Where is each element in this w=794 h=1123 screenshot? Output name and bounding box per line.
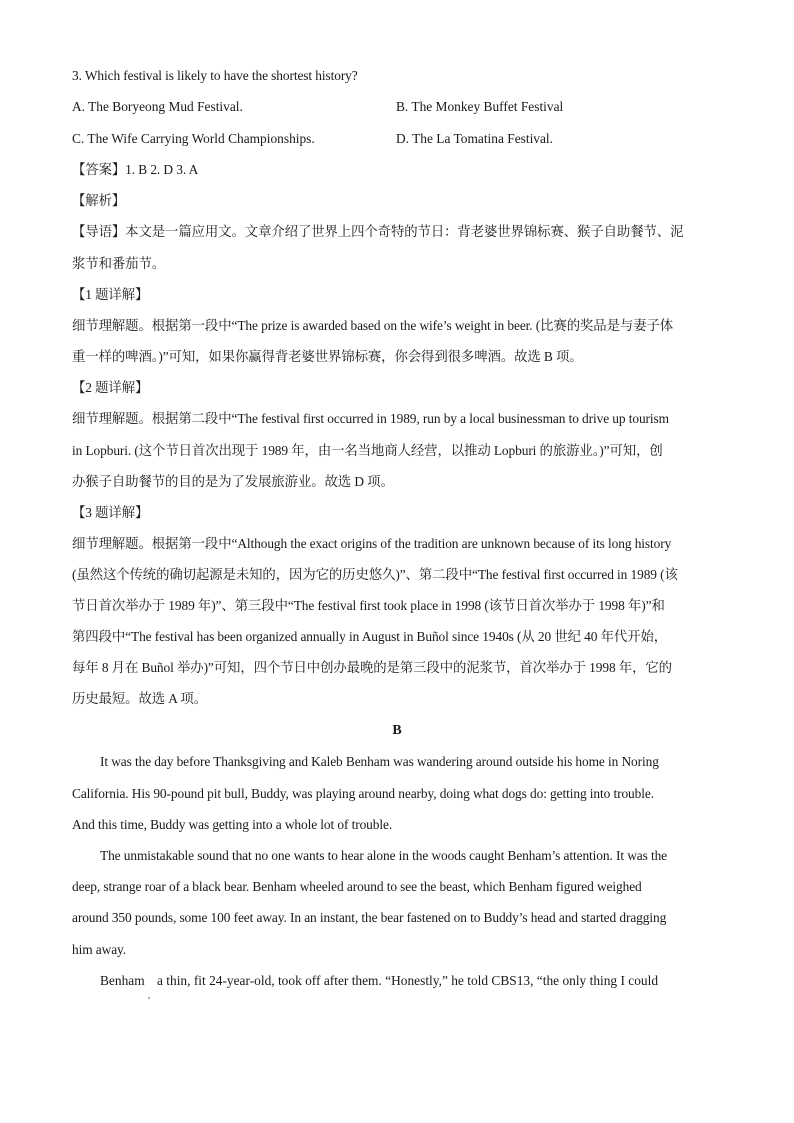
passage-p1-line-2: California. His 90-pound pit bull, Buddy, was playing around nearby, doing what dogs do: getting into trouble.	[72, 786, 654, 801]
section-b-title: B	[392, 723, 402, 738]
option-c: C. The Wife Carrying World Championships.	[72, 131, 315, 146]
passage-p2-line-3: around 350 pounds, some 100 feet away. In an instant, the bear fastened on to Buddy’s head and started dragging	[72, 910, 667, 925]
guide-line-2: 浆节和番茄节。	[72, 256, 166, 271]
q3-heading: 【3 题详解】	[72, 505, 149, 520]
stray-comma-mark: ,	[148, 990, 151, 1000]
q3-line-5: 每年 8 月在 Buñol 举办)”可知，四个节日中创办最晚的是第三段中的泥浆节，首次举办于 1998 年，它的	[72, 660, 672, 675]
q3-line-3: 节日首次举办于 1989 年)”、第三段中“The festival first took place in 1998 (该节日首次举办于 1998 年)”和	[72, 598, 665, 613]
option-b: B. The Monkey Buffet Festival	[396, 99, 564, 114]
option-a: A. The Boryeong Mud Festival.	[72, 99, 243, 114]
guide-line-1: 【导语】本文是一篇应用文。文章介绍了世界上四个奇特的节日：背老婆世界锦标赛、猴子自助餐节、泥	[72, 224, 684, 239]
option-d: D. The La Tomatina Festival.	[396, 131, 553, 146]
q1-line-1: 细节理解题。根据第一段中“The prize is awarded based on the wife’s weight in beer. (比赛的奖品是与妻子体	[72, 318, 674, 333]
passage-p1-line-3: And this time, Buddy was getting into a whole lot of trouble.	[72, 817, 393, 832]
passage-p2-line-4: him away.	[72, 942, 127, 957]
q3-line-2: (虽然这个传统的确切起源是未知的，因为它的历史悠久)”、第二段中“The festival first occurred in 1989 (该	[72, 567, 678, 582]
question-3-stem: 3. Which festival is likely to have the shortest history?	[72, 68, 358, 83]
passage-p2-line-2: deep, strange roar of a black bear. Benham wheeled around to see the beast, which Benham figured weighed	[72, 879, 642, 894]
q2-line-1: 细节理解题。根据第二段中“The festival first occurred in 1989, run by a local businessman to drive up tourism	[72, 411, 669, 426]
passage-p1-line-1: It was the day before Thanksgiving and Kaleb Benham was wandering around outside his home in Noring	[100, 754, 659, 769]
q1-line-2: 重一样的啤酒。)”可知，如果你赢得背老婆世界锦标赛，你会得到很多啤酒。故选 B 项。	[72, 349, 583, 364]
passage-p3-line-1: a thin, fit 24-year-old, took off after them. “Honestly,” he told CBS13, “the only thing I could	[157, 973, 659, 988]
q3-line-1: 细节理解题。根据第一段中“Although the exact origins of the tradition are unknown because of its long history	[72, 536, 672, 551]
q2-line-2: in Lopburi. (这个节日首次出现于 1989 年，由一名当地商人经营，以推动 Lopburi 的旅游业。)”可知，创	[72, 443, 663, 458]
q3-line-6: 历史最短。故选 A 项。	[72, 691, 207, 706]
q3-line-4: 第四段中“The festival has been organized annually in August in Buñol since 1940s (从 20 世纪 40 年代开始，	[72, 629, 668, 644]
q1-heading: 【1 题详解】	[72, 287, 149, 302]
analysis-heading: 【解析】	[72, 193, 126, 208]
answer-line: 【答案】1. B 2. D 3. A	[72, 162, 199, 177]
passage-p2-line-1: The unmistakable sound that no one wants to hear alone in the woods caught Benham’s attention. It was the	[100, 848, 668, 863]
q2-line-3: 办猴子自助餐节的目的是为了发展旅游业。故选 D 项。	[72, 474, 394, 489]
q2-heading: 【2 题详解】	[72, 380, 149, 395]
passage-p3-word: Benham	[100, 973, 145, 988]
